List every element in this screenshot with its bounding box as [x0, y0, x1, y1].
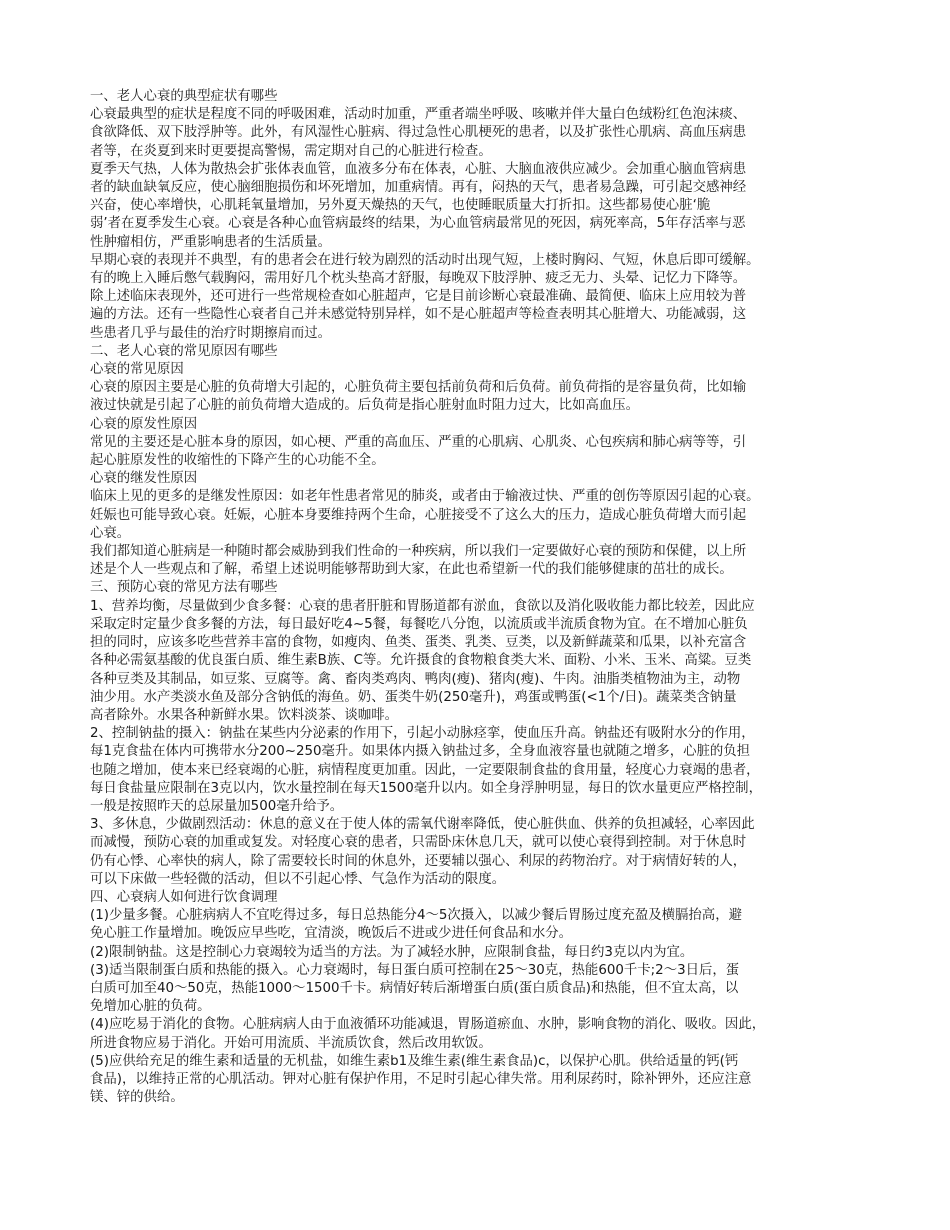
text-line: 夏季天气热，人体为散热会扩张体表血管，血液多分布在体表，心脏、大脑血液供应减少。会加重心脑血管病患 [90, 161, 747, 177]
text-line: 弱’者在夏季发生心衰。心衰是各种心血管病最终的结果，为心血管病最常见的死因，病死率高，5年存活率与恶 [90, 216, 746, 232]
text-line: 遍的方法。还有一些隐性心衰者自己并未感觉特别异样，如不是心脏超声等检查表明其心脏增大、功能减弱，这 [90, 307, 747, 323]
text-line: 2、控制钠盐的摄入：钠盐在某些内分泌素的作用下，引起小动脉痉挛，使血压升高。钠盐还有吸附水分的作用， [90, 726, 755, 742]
text-line: 而减慢，预防心衰的加重或复发。对轻度心衰的患者，只需卧床休息几天，就可以使心衰得到控制。对于休息时 [90, 835, 747, 851]
text-line: 各种豆类及其制品，如豆浆、豆腐等。禽、畜肉类鸡肉、鸭肉(瘦)、猪肉(瘦)、牛肉。油脂类植物油为主，动物 [90, 671, 741, 687]
text-line: 者的缺血缺氧反应，使心脑细胞损伤和坏死增加，加重病情。再有，闷热的天气，患者易急躁，可引起交感神经 [90, 180, 747, 196]
text-line: 液过快就是引起了心脏的前负荷增大造成的。后负荷是指心脏射血时阻力过大，比如高血压。 [90, 398, 640, 414]
text-line: 常见的主要还是心脏本身的原因，如心梗、严重的高血压、严重的心肌病、心肌炎、心包疾病和肺心病等等，引 [90, 434, 747, 450]
text-line: 每1克食盐在体内可携带水分200~250毫升。如果体内摄入钠盐过多，全身血液容量也就随之增多，心脏的负担 [90, 744, 751, 760]
text-line: 心衰的原发性原因 [90, 416, 198, 432]
text-line: 述是个人一些观点和了解，希望上述说明能够帮助到大家，在此也希望新一代的我们能够健康的茁壮的成长。 [90, 562, 733, 578]
text-line: 者等，在炎夏到来时更要提高警惕，需定期对自己的心脏进行检查。 [90, 143, 492, 159]
text-line: 心衰的继发性原因 [90, 471, 198, 487]
text-line: 也随之增加，使本来已经衰竭的心脏，病情程度更加重。因此，一定要限制食盐的食用量，轻度心力衰竭的患者， [90, 762, 760, 778]
text-line: 些患者几乎与最佳的治疗时期擦肩而过。 [90, 325, 332, 341]
text-line: 性肿瘤相仿，严重影响患者的生活质量。 [90, 234, 332, 250]
text-line: 免增加心脏的负荷。 [90, 999, 211, 1015]
text-line: 一般是按照昨天的总尿量加500毫升给予。 [90, 798, 344, 814]
text-line: 1、营养均衡，尽量做到少食多餐：心衰的患者肝脏和胃肠道都有淤血，食欲以及消化吸收能力都比较差，因此应 [90, 598, 755, 614]
text-line: (3)适当限制蛋白质和热能的摄入。心力衰竭时，每日蛋白质可控制在25～30克，热能600千卡;2～3日后，蛋 [90, 962, 740, 978]
text-line: 临床上见的更多的是继发性原因：如老年性患者常见的肺炎，或者由于输液过快、严重的创伤等原因引起的心衰。 [90, 489, 760, 505]
text-line: 四、心衰病人如何进行饮食调理 [90, 889, 278, 905]
text-line: 妊娠也可能导致心衰。妊娠，心脏本身要维持两个生命，心脏接受不了这么大的压力，造成心脏负荷增大而引起 [90, 507, 747, 523]
text-line: 3、多休息，少做剧烈活动：休息的意义在于使人体的需氧代谢率降低，使心脏供血、供养的负担减轻，心率因此 [90, 817, 755, 833]
text-line: 早期心衰的表现并不典型，有的患者会在进行较为剧烈的活动时出现气短，上楼时胸闷、气短，休息后即可缓解。 [90, 252, 760, 268]
text-line: 二、老人心衰的常见原因有哪些 [90, 343, 278, 359]
text-line: (1)少量多餐。心脏病病人不宜吃得过多，每日总热能分4～5次摄入，以减少餐后胃肠过度充盈及横膈抬高，避 [90, 908, 742, 924]
text-line: 心衰的常见原因 [90, 362, 184, 378]
text-line: 食欲降低、双下肢浮肿等。此外，有风湿性心脏病、得过急性心肌梗死的患者，以及扩张性心肌病、高血压病患 [90, 125, 747, 141]
text-line: 我们都知道心脏病是一种随时都会威胁到我们性命的一种疾病，所以我们一定要做好心衰的预防和保健，以上所 [90, 544, 747, 560]
text-line: 除上述临床表现外，还可进行一些常规检查如心脏超声，它是目前诊断心衰最准确、最简便、临床上应用较为普 [90, 289, 747, 305]
text-line: (5)应供给充足的维生素和适量的无机盐，如维生素b1及维生素(维生素食品)c，以保护心肌。供给适量的钙(钙 [90, 1053, 739, 1069]
text-line: 食品)，以维持正常的心肌活动。钾对心脏有保护作用，不足时引起心律失常。用利尿药时，除补钾外，还应注意 [90, 1071, 752, 1087]
text-line: (2)限制钠盐。这是控制心力衰竭较为适当的方法。为了减轻水肿，应限制食盐，每日约3克以内为宜。 [90, 944, 694, 960]
text-line: 油少用。水产类淡水鱼及部分含钠低的海鱼。奶、蛋类牛奶(250毫升)，鸡蛋或鸭蛋(<1个/日)。蔬菜类含钠量 [90, 689, 737, 705]
text-line: 心衰的原因主要是心脏的负荷增大引起的，心脏负荷主要包括前负荷和后负荷。前负荷指的是容量负荷，比如输 [90, 380, 747, 396]
text-line: 心衰。 [90, 525, 131, 541]
text-line: 心衰最典型的症状是程度不同的呼吸困难，活动时加重，严重者端坐呼吸、咳嗽并伴大量白色绒粉红色泡沫痰、 [90, 107, 747, 123]
text-line: 各种必需氨基酸的优良蛋白质、维生素B族、C等。允许摄食的食物粮食类大米、面粉、小米、玉米、高粱。豆类 [90, 653, 752, 669]
text-line: 所进食物应易于消化。开始可用流质、半流质饮食，然后改用软饭。 [90, 1035, 492, 1051]
text-line: 高者除外。水果各种新鲜水果。饮料淡茶、谈咖啡。 [90, 707, 398, 723]
text-line: 每日食盐量应限制在3克以内，饮水量控制在每天1500毫升以内。如全身浮肿明显，每日的饮水量更应严格控制， [90, 780, 762, 796]
text-line: 担的同时，应该多吃些营养丰富的食物，如瘦肉、鱼类、蛋类、乳类、豆类，以及新鲜蔬菜和瓜果，以补充富含 [90, 635, 747, 651]
text-line: 兴奋，使心率增快，心肌耗氧量增加，另外夏天燥热的天气，也使睡眠质量大打折扣。这些都易使心脏‘脆 [90, 198, 711, 214]
text-line: 一、老人心衰的典型症状有哪些 [90, 89, 278, 104]
text-line: 采取定时定量少食多餐的方法，每日最好吃4~5餐，每餐吃八分饱，以流质或半流质食物为宜。在不增加心脏负 [90, 616, 748, 632]
text-line: 起心脏原发性的收缩性的下降产生的心功能不全。 [90, 453, 385, 469]
text-line: (4)应吃易于消化的食物。心脏病病人由于血液循环功能减退，胃肠道瘀血、水肿，影响食物的消化、吸收。因此， [90, 1017, 766, 1033]
text-line: 可以下床做一些轻微的活动，但以不引起心悸、气急作为活动的限度。 [90, 871, 506, 887]
text-line: 白质可加至40～50克，热能1000～1500千卡。病情好转后渐增蛋白质(蛋白质食品)和热能，但不宜太高，以 [90, 980, 739, 996]
text-line: 有的晚上入睡后憋气载胸闷，需用好几个枕头垫高才舒服，每晚双下肢浮肿、疲乏无力、头晕、记忆力下降等。 [90, 271, 747, 287]
text-line: 仍有心悸、心率快的病人，除了需要较长时间的休息外，还要辅以强心、利尿的药物治疗。对于病情好转的人， [90, 853, 747, 869]
text-line: 三、预防心衰的常见方法有哪些 [90, 580, 278, 596]
text-line: 免心脏工作量增加。晚饭应早些吃，宜清淡，晚饭后不进或少进任何食品和水分。 [90, 926, 573, 942]
text-line: 镁、锌的供给。 [90, 1090, 184, 1106]
